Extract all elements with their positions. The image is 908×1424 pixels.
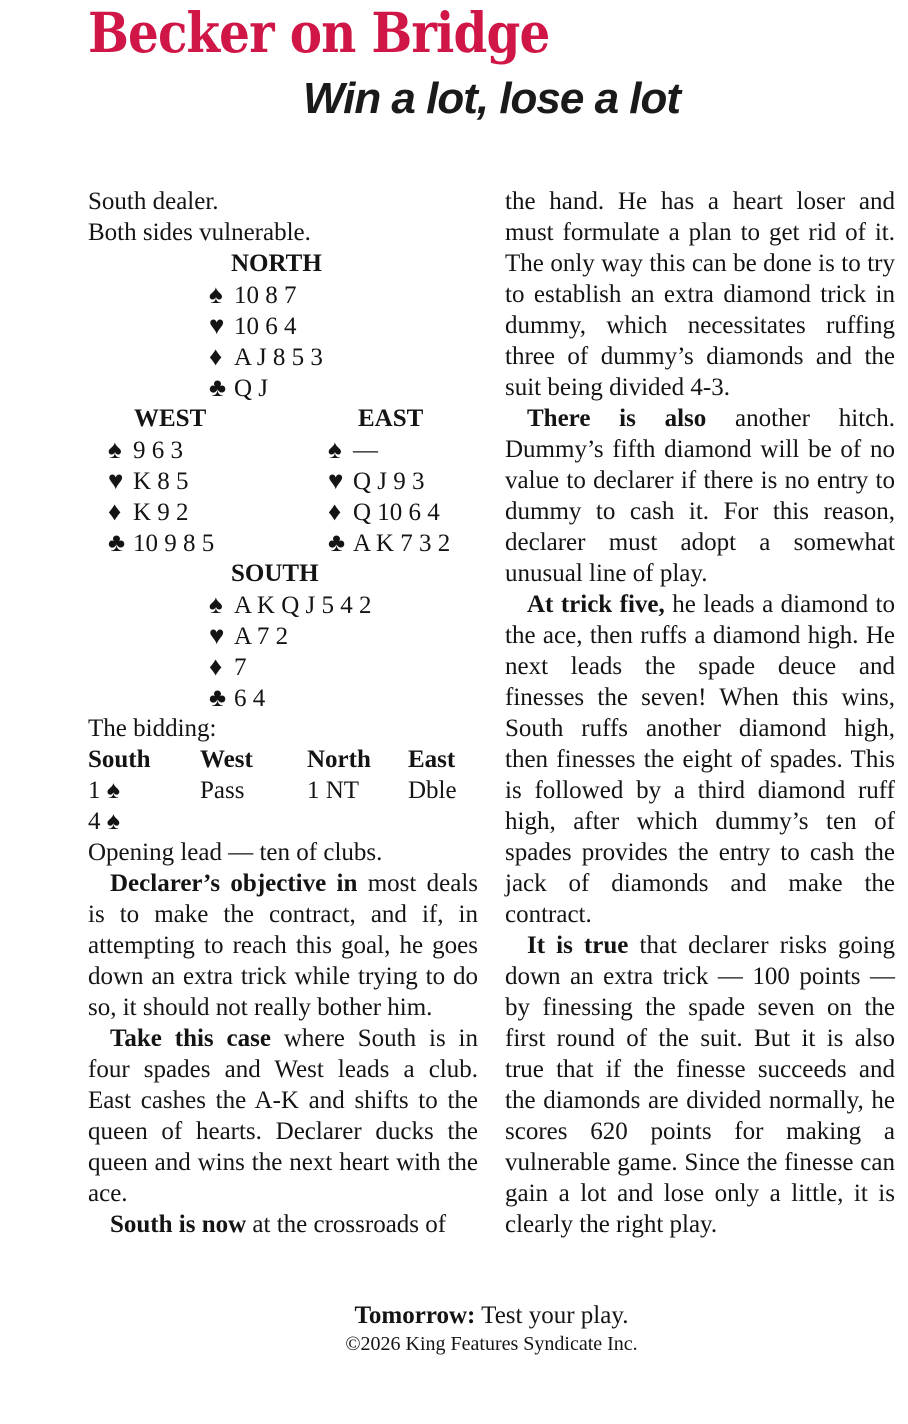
body-paragraph bbox=[505, 589, 895, 930]
body-paragraph bbox=[505, 186, 895, 403]
south-diamonds-row bbox=[209, 651, 478, 682]
body-paragraph bbox=[88, 1023, 478, 1209]
spade-icon: ♠ bbox=[209, 590, 223, 619]
bidding-header-south: South bbox=[88, 746, 151, 773]
card-values: 10 6 4 bbox=[234, 313, 297, 340]
north-hearts-row bbox=[209, 310, 478, 341]
west-hand bbox=[108, 403, 214, 558]
club-icon: ♣ bbox=[328, 528, 346, 557]
south-clubs-row bbox=[209, 682, 478, 713]
south-spades-row bbox=[209, 589, 478, 620]
diamond-icon: ♦ bbox=[108, 497, 122, 526]
copyright-line: ©2026 King Features Syndicate Inc. bbox=[345, 1333, 638, 1355]
bid-cell: Dble bbox=[408, 777, 457, 804]
card-values: Q J bbox=[234, 375, 269, 402]
card-values: A K 7 3 2 bbox=[353, 530, 451, 557]
tomorrow-label: Tomorrow: bbox=[354, 1302, 476, 1329]
west-spades-row bbox=[108, 434, 214, 465]
south-hand bbox=[88, 558, 478, 713]
body-paragraph bbox=[505, 403, 895, 589]
paragraph-text: that declarer risks going down an extra trick — 100 points — by finessing the spade seven on the first round of the suit. But it is also true that if the finesse succeeds and the diamonds are divided normally, he scores 620 points for making a vulnerable game. Since the finesse can gain a lot and lose only a little, it is clearly the right play. bbox=[505, 932, 896, 1238]
paragraph-lead: At trick five, bbox=[527, 591, 665, 618]
paragraph-text: most deals is to make the contract, and if, in attempting to reach this goal, he goes down an extra trick while trying to do so, it should not really bother him. bbox=[88, 870, 478, 1021]
north-spades-row bbox=[209, 279, 478, 310]
bidding-caption: The bidding: bbox=[88, 715, 217, 742]
card-values: 7 bbox=[234, 654, 247, 681]
bid-cell: 1 ♠ bbox=[88, 777, 121, 804]
bidding-header-west: West bbox=[200, 746, 253, 773]
club-icon: ♣ bbox=[209, 683, 227, 712]
body-paragraph bbox=[505, 930, 895, 1240]
bid-cell: 4 ♠ bbox=[88, 808, 121, 835]
card-values: Q J 9 3 bbox=[353, 468, 425, 495]
body-paragraph bbox=[88, 1209, 478, 1240]
diamond-icon: ♦ bbox=[209, 652, 223, 681]
west-label: WEST bbox=[134, 405, 207, 432]
paragraph-lead: South is now bbox=[110, 1211, 247, 1238]
west-clubs-row bbox=[108, 527, 214, 558]
bid-cell: 1 NT bbox=[307, 777, 360, 804]
card-values: A K Q J 5 4 2 bbox=[234, 592, 372, 619]
card-values: A 7 2 bbox=[234, 623, 289, 650]
heart-icon: ♥ bbox=[209, 621, 225, 650]
north-label: NORTH bbox=[231, 250, 322, 277]
paragraph-lead: Declarer’s objective in bbox=[110, 870, 358, 897]
right-column bbox=[505, 186, 895, 1240]
column-masthead: Becker on Bridge bbox=[88, 0, 550, 65]
spade-icon: ♠ bbox=[108, 435, 122, 464]
paragraph-lead: It is true bbox=[527, 932, 629, 959]
diamond-icon: ♦ bbox=[328, 497, 342, 526]
card-values: K 8 5 bbox=[133, 468, 189, 495]
card-values: — bbox=[353, 437, 378, 464]
paragraph-lead: Take this case bbox=[110, 1025, 271, 1052]
east-diamonds-row bbox=[328, 496, 450, 527]
club-icon: ♣ bbox=[108, 528, 126, 557]
card-values: 9 6 3 bbox=[133, 437, 183, 464]
paragraph-text: he leads a diamond to the ace, then ruffs a diamond high. He next leads the spade deuce and finesses the seven! When this wins, South ruffs another diamond high, then finesses the eight of spades. This is followed by a third diamond ruff high, after which dummy’s ten of spades provides the entry to cash the jack of diamonds and make the contract. bbox=[505, 591, 895, 928]
bid-cell: Pass bbox=[200, 777, 245, 804]
card-values: 10 9 8 5 bbox=[133, 530, 215, 557]
paragraph-text: another hitch. Dummy’s fifth diamond will be of no value to declarer if there is no entry to dummy to cash it. For this reason, declarer must adopt a somewhat unusual line of play. bbox=[505, 405, 896, 587]
card-values: 6 4 bbox=[234, 685, 266, 712]
paragraph-text: at the crossroads of bbox=[252, 1211, 447, 1238]
bidding-header-row bbox=[88, 744, 478, 775]
bidding-header-east: East bbox=[408, 746, 456, 773]
spade-icon: ♠ bbox=[328, 435, 342, 464]
heart-icon: ♥ bbox=[108, 466, 124, 495]
heart-icon: ♥ bbox=[328, 466, 344, 495]
east-hearts-row bbox=[328, 465, 450, 496]
north-hand bbox=[88, 248, 478, 403]
article-title: Win a lot, lose a lot bbox=[302, 74, 681, 123]
bidding-row bbox=[88, 806, 478, 837]
vulnerability-line: Both sides vulnerable. bbox=[88, 219, 311, 246]
east-spades-row bbox=[328, 434, 450, 465]
card-values: 10 8 7 bbox=[234, 282, 297, 309]
west-hearts-row bbox=[108, 465, 214, 496]
card-values: A J 8 5 3 bbox=[234, 344, 323, 371]
dealer-line: South dealer. bbox=[88, 188, 219, 215]
tomorrow-text: Test your play. bbox=[481, 1302, 629, 1329]
bidding-table bbox=[88, 744, 478, 837]
tomorrow-line bbox=[88, 1300, 895, 1331]
south-label: SOUTH bbox=[231, 560, 319, 587]
bidding-row bbox=[88, 775, 478, 806]
paragraph-lead: There is also bbox=[527, 405, 707, 432]
north-diamonds-row bbox=[209, 341, 478, 372]
left-column bbox=[88, 186, 478, 1240]
north-clubs-row bbox=[209, 372, 478, 403]
east-hand bbox=[328, 403, 450, 558]
footer bbox=[88, 1300, 895, 1357]
heart-icon: ♥ bbox=[209, 311, 225, 340]
club-icon: ♣ bbox=[209, 373, 227, 402]
south-hearts-row bbox=[209, 620, 478, 651]
card-values: Q 10 6 4 bbox=[353, 499, 440, 526]
west-diamonds-row bbox=[108, 496, 214, 527]
diamond-icon: ♦ bbox=[209, 342, 223, 371]
opening-lead-line: Opening lead — ten of clubs. bbox=[88, 839, 383, 866]
east-clubs-row bbox=[328, 527, 450, 558]
bidding-header-north: North bbox=[307, 746, 371, 773]
east-label: EAST bbox=[358, 405, 424, 432]
west-east-hands bbox=[88, 403, 478, 558]
spade-icon: ♠ bbox=[209, 280, 223, 309]
paragraph-text: the hand. He has a heart loser and must formulate a plan to get rid of it. The only way this can be done is to try to establish an extra diamond trick in dummy, which necessitates ruffing three of dummy’s diamonds and the suit being divided 4-3. bbox=[505, 188, 895, 401]
card-values: K 9 2 bbox=[133, 499, 189, 526]
paragraph-text: where South is in four spades and West leads a club. East cashes the A-K and shifts to the queen of hearts. Declarer ducks the queen and wins the next heart with the ace. bbox=[88, 1025, 478, 1207]
body-paragraph bbox=[88, 868, 478, 1023]
